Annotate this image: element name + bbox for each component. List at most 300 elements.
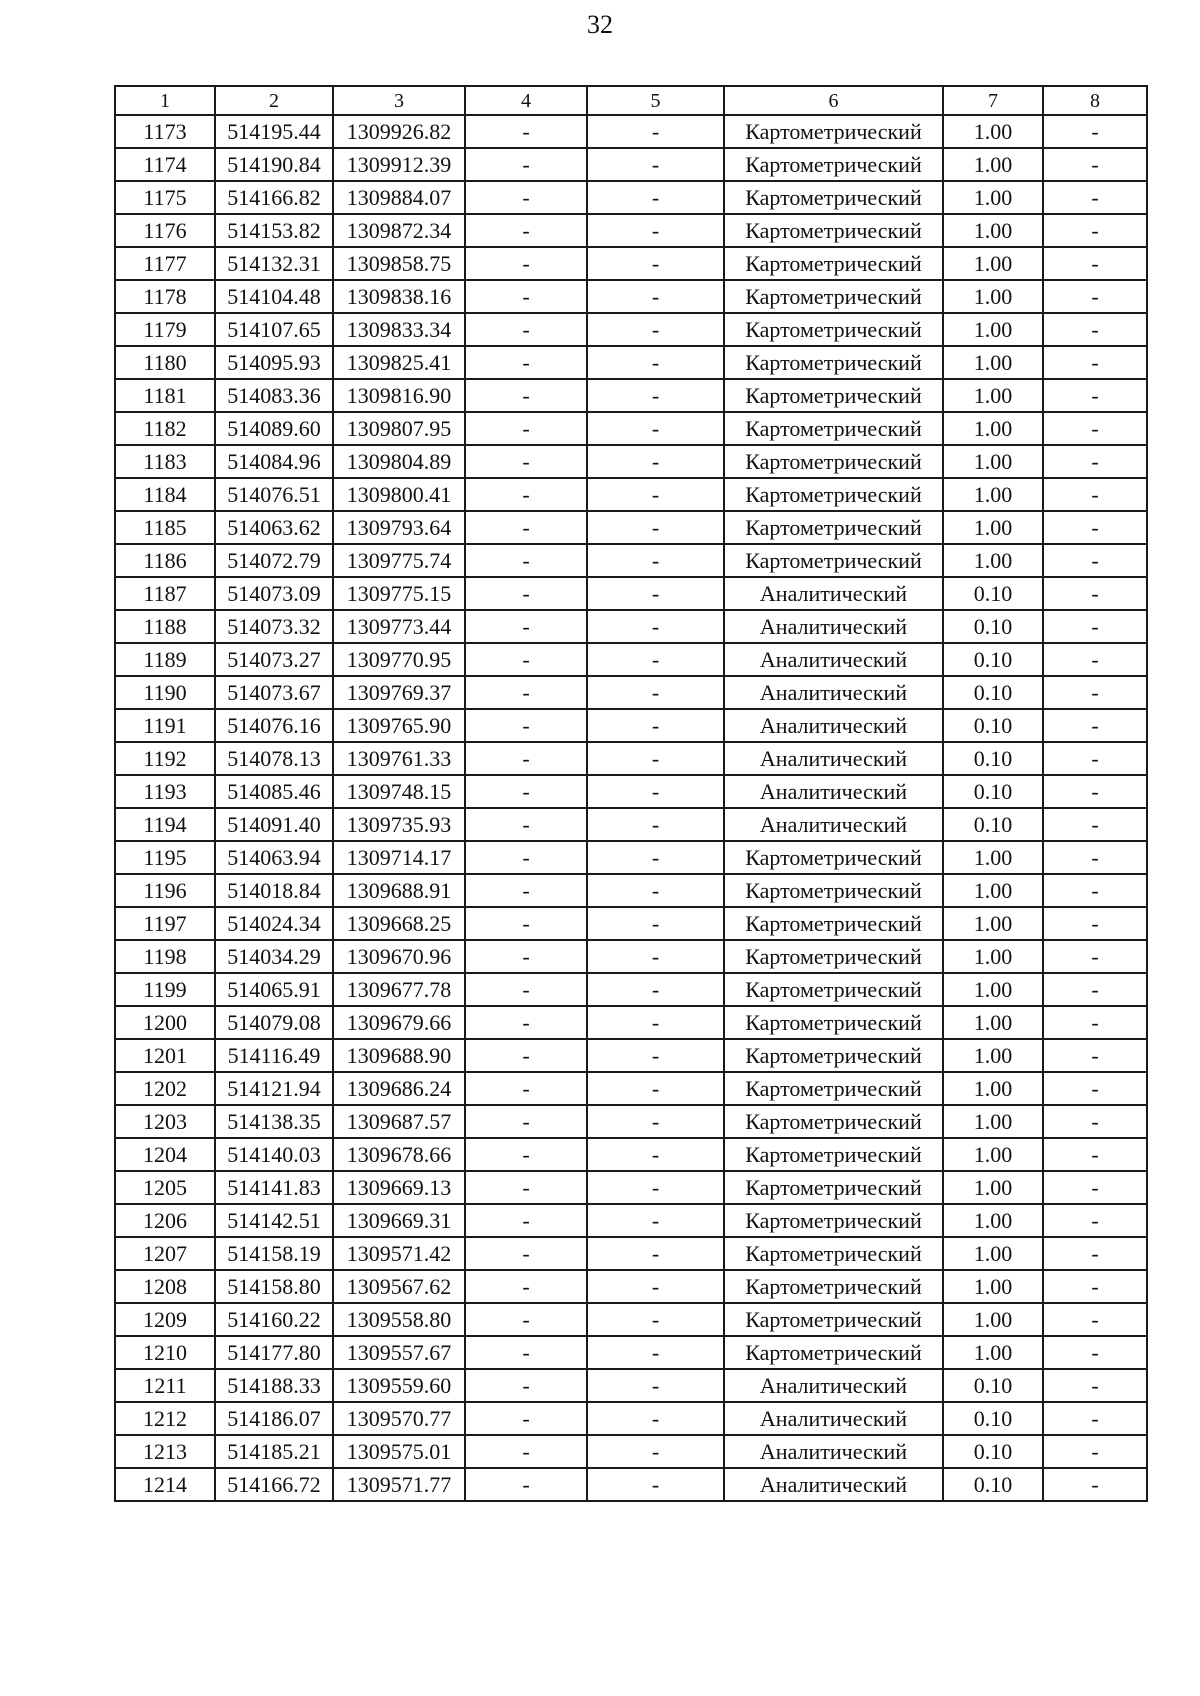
point-number-cell: 1196 [115,874,215,907]
y-coordinate-cell: 1309872.34 [333,214,465,247]
method-cell: Картометрический [724,874,943,907]
point-number-cell: 1206 [115,1204,215,1237]
y-coordinate-cell: 1309770.95 [333,643,465,676]
method-cell: Картометрический [724,544,943,577]
point-number-cell: 1197 [115,907,215,940]
column-4-cell: - [465,247,587,280]
column-8-cell: - [1043,643,1147,676]
column-4-cell: - [465,478,587,511]
column-4-cell: - [465,1237,587,1270]
column-5-cell: - [587,1006,724,1039]
column-8-cell: - [1043,148,1147,181]
point-number-cell: 1198 [115,940,215,973]
accuracy-cell: 0.10 [943,610,1043,643]
point-number-cell: 1175 [115,181,215,214]
column-8-cell: - [1043,1270,1147,1303]
accuracy-cell: 0.10 [943,808,1043,841]
y-coordinate-cell: 1309761.33 [333,742,465,775]
column-5-cell: - [587,1435,724,1468]
accuracy-cell: 1.00 [943,973,1043,1006]
column-4-cell: - [465,1204,587,1237]
method-cell: Картометрический [724,511,943,544]
y-coordinate-cell: 1309669.13 [333,1171,465,1204]
y-coordinate-cell: 1309571.42 [333,1237,465,1270]
table-row [115,577,1147,610]
column-4-cell: - [465,973,587,1006]
table-row [115,1435,1147,1468]
column-5-cell: - [587,544,724,577]
point-number-cell: 1173 [115,115,215,148]
column-8-cell: - [1043,841,1147,874]
x-coordinate-cell: 514018.84 [215,874,333,907]
y-coordinate-cell: 1309775.15 [333,577,465,610]
column-8-cell: - [1043,610,1147,643]
x-coordinate-cell: 514158.19 [215,1237,333,1270]
table-header-row [115,86,1147,115]
accuracy-cell: 0.10 [943,1369,1043,1402]
column-5-cell: - [587,478,724,511]
column-5-cell: - [587,610,724,643]
y-coordinate-cell: 1309575.01 [333,1435,465,1468]
y-coordinate-cell: 1309559.60 [333,1369,465,1402]
x-coordinate-cell: 514190.84 [215,148,333,181]
x-coordinate-cell: 514073.27 [215,643,333,676]
point-number-cell: 1207 [115,1237,215,1270]
table-row [115,148,1147,181]
accuracy-cell: 1.00 [943,115,1043,148]
point-number-cell: 1188 [115,610,215,643]
y-coordinate-cell: 1309668.25 [333,907,465,940]
column-8-cell: - [1043,1402,1147,1435]
column-8-cell: - [1043,907,1147,940]
column-4-cell: - [465,148,587,181]
column-5-cell: - [587,115,724,148]
point-number-cell: 1183 [115,445,215,478]
column-8-cell: - [1043,1435,1147,1468]
y-coordinate-cell: 1309807.95 [333,412,465,445]
column-5-cell: - [587,379,724,412]
y-coordinate-cell: 1309748.15 [333,775,465,808]
method-cell: Картометрический [724,1204,943,1237]
column-4-cell: - [465,313,587,346]
col-4-header: 4 [465,86,587,115]
column-4-cell: - [465,874,587,907]
point-number-cell: 1187 [115,577,215,610]
column-5-cell: - [587,148,724,181]
y-coordinate-cell: 1309677.78 [333,973,465,1006]
accuracy-cell: 1.00 [943,445,1043,478]
column-5-cell: - [587,1204,724,1237]
table-row [115,115,1147,148]
accuracy-cell: 1.00 [943,148,1043,181]
column-4-cell: - [465,181,587,214]
table-row [115,676,1147,709]
y-coordinate-cell: 1309858.75 [333,247,465,280]
column-8-cell: - [1043,1204,1147,1237]
method-cell: Аналитический [724,577,943,610]
column-4-cell: - [465,379,587,412]
table-row [115,808,1147,841]
column-8-cell: - [1043,1072,1147,1105]
column-8-cell: - [1043,874,1147,907]
method-cell: Картометрический [724,181,943,214]
col-6-header: 6 [724,86,943,115]
table-row [115,643,1147,676]
point-number-cell: 1208 [115,1270,215,1303]
accuracy-cell: 1.00 [943,280,1043,313]
method-cell: Картометрический [724,346,943,379]
column-8-cell: - [1043,808,1147,841]
y-coordinate-cell: 1309688.90 [333,1039,465,1072]
table-row [115,742,1147,775]
accuracy-cell: 1.00 [943,874,1043,907]
column-4-cell: - [465,1006,587,1039]
y-coordinate-cell: 1309884.07 [333,181,465,214]
x-coordinate-cell: 514072.79 [215,544,333,577]
accuracy-cell: 1.00 [943,544,1043,577]
accuracy-cell: 0.10 [943,1435,1043,1468]
x-coordinate-cell: 514141.83 [215,1171,333,1204]
point-number-cell: 1205 [115,1171,215,1204]
y-coordinate-cell: 1309833.34 [333,313,465,346]
point-number-cell: 1177 [115,247,215,280]
column-4-cell: - [465,544,587,577]
accuracy-cell: 1.00 [943,511,1043,544]
x-coordinate-cell: 514142.51 [215,1204,333,1237]
column-8-cell: - [1043,1468,1147,1501]
x-coordinate-cell: 514076.51 [215,478,333,511]
column-5-cell: - [587,1138,724,1171]
method-cell: Картометрический [724,412,943,445]
table-row [115,313,1147,346]
column-4-cell: - [465,1336,587,1369]
column-4-cell: - [465,280,587,313]
table-row [115,973,1147,1006]
table-row [115,1237,1147,1270]
method-cell: Картометрический [724,1237,943,1270]
point-number-cell: 1202 [115,1072,215,1105]
column-4-cell: - [465,1072,587,1105]
column-4-cell: - [465,610,587,643]
column-5-cell: - [587,412,724,445]
column-4-cell: - [465,775,587,808]
accuracy-cell: 1.00 [943,478,1043,511]
point-number-cell: 1211 [115,1369,215,1402]
table-row [115,511,1147,544]
column-5-cell: - [587,1171,724,1204]
column-4-cell: - [465,940,587,973]
x-coordinate-cell: 514107.65 [215,313,333,346]
column-4-cell: - [465,709,587,742]
x-coordinate-cell: 514095.93 [215,346,333,379]
col-7-header: 7 [943,86,1043,115]
accuracy-cell: 1.00 [943,346,1043,379]
method-cell: Аналитический [724,775,943,808]
x-coordinate-cell: 514091.40 [215,808,333,841]
coordinates-table [114,85,1148,1502]
y-coordinate-cell: 1309800.41 [333,478,465,511]
x-coordinate-cell: 514185.21 [215,1435,333,1468]
point-number-cell: 1195 [115,841,215,874]
accuracy-cell: 1.00 [943,1303,1043,1336]
point-number-cell: 1203 [115,1105,215,1138]
column-5-cell: - [587,1270,724,1303]
x-coordinate-cell: 514140.03 [215,1138,333,1171]
table-row [115,874,1147,907]
y-coordinate-cell: 1309793.64 [333,511,465,544]
method-cell: Картометрический [724,214,943,247]
y-coordinate-cell: 1309912.39 [333,148,465,181]
y-coordinate-cell: 1309714.17 [333,841,465,874]
method-cell: Картометрический [724,478,943,511]
accuracy-cell: 1.00 [943,1237,1043,1270]
point-number-cell: 1201 [115,1039,215,1072]
y-coordinate-cell: 1309825.41 [333,346,465,379]
x-coordinate-cell: 514083.36 [215,379,333,412]
table-row [115,1039,1147,1072]
column-5-cell: - [587,346,724,379]
table-row [115,775,1147,808]
table-row [115,181,1147,214]
column-8-cell: - [1043,1171,1147,1204]
column-5-cell: - [587,1072,724,1105]
method-cell: Аналитический [724,643,943,676]
x-coordinate-cell: 514073.32 [215,610,333,643]
x-coordinate-cell: 514063.94 [215,841,333,874]
method-cell: Картометрический [724,973,943,1006]
accuracy-cell: 1.00 [943,379,1043,412]
point-number-cell: 1213 [115,1435,215,1468]
point-number-cell: 1184 [115,478,215,511]
table-row [115,379,1147,412]
x-coordinate-cell: 514188.33 [215,1369,333,1402]
y-coordinate-cell: 1309570.77 [333,1402,465,1435]
table-row [115,1204,1147,1237]
point-number-cell: 1181 [115,379,215,412]
accuracy-cell: 1.00 [943,1171,1043,1204]
accuracy-cell: 1.00 [943,181,1043,214]
column-4-cell: - [465,1171,587,1204]
column-4-cell: - [465,445,587,478]
column-4-cell: - [465,676,587,709]
method-cell: Картометрический [724,940,943,973]
column-8-cell: - [1043,445,1147,478]
table-row [115,1138,1147,1171]
point-number-cell: 1209 [115,1303,215,1336]
accuracy-cell: 0.10 [943,742,1043,775]
table-row [115,709,1147,742]
y-coordinate-cell: 1309567.62 [333,1270,465,1303]
method-cell: Картометрический [724,907,943,940]
column-5-cell: - [587,973,724,1006]
x-coordinate-cell: 514073.09 [215,577,333,610]
col-2-header: 2 [215,86,333,115]
column-5-cell: - [587,874,724,907]
method-cell: Аналитический [724,742,943,775]
x-coordinate-cell: 514160.22 [215,1303,333,1336]
column-8-cell: - [1043,1336,1147,1369]
method-cell: Картометрический [724,1072,943,1105]
column-5-cell: - [587,1237,724,1270]
method-cell: Картометрический [724,1006,943,1039]
accuracy-cell: 0.10 [943,643,1043,676]
method-cell: Аналитический [724,676,943,709]
x-coordinate-cell: 514116.49 [215,1039,333,1072]
accuracy-cell: 1.00 [943,313,1043,346]
y-coordinate-cell: 1309558.80 [333,1303,465,1336]
table-row [115,907,1147,940]
accuracy-cell: 1.00 [943,940,1043,973]
column-5-cell: - [587,643,724,676]
column-5-cell: - [587,775,724,808]
accuracy-cell: 1.00 [943,412,1043,445]
accuracy-cell: 1.00 [943,841,1043,874]
table-row [115,1171,1147,1204]
y-coordinate-cell: 1309765.90 [333,709,465,742]
column-8-cell: - [1043,775,1147,808]
y-coordinate-cell: 1309816.90 [333,379,465,412]
column-4-cell: - [465,1270,587,1303]
column-5-cell: - [587,313,724,346]
point-number-cell: 1174 [115,148,215,181]
table-row [115,841,1147,874]
x-coordinate-cell: 514166.82 [215,181,333,214]
column-8-cell: - [1043,1369,1147,1402]
method-cell: Картометрический [724,841,943,874]
point-number-cell: 1199 [115,973,215,1006]
point-number-cell: 1214 [115,1468,215,1501]
column-5-cell: - [587,1468,724,1501]
x-coordinate-cell: 514079.08 [215,1006,333,1039]
column-5-cell: - [587,709,724,742]
column-8-cell: - [1043,1237,1147,1270]
table-row [115,1006,1147,1039]
accuracy-cell: 1.00 [943,1336,1043,1369]
column-4-cell: - [465,511,587,544]
accuracy-cell: 1.00 [943,214,1043,247]
y-coordinate-cell: 1309804.89 [333,445,465,478]
column-8-cell: - [1043,1039,1147,1072]
column-5-cell: - [587,1039,724,1072]
y-coordinate-cell: 1309571.77 [333,1468,465,1501]
x-coordinate-cell: 514132.31 [215,247,333,280]
method-cell: Аналитический [724,610,943,643]
table-row [115,214,1147,247]
table-row [115,346,1147,379]
point-number-cell: 1185 [115,511,215,544]
column-8-cell: - [1043,940,1147,973]
table-row [115,1072,1147,1105]
column-4-cell: - [465,1039,587,1072]
table-row [115,544,1147,577]
y-coordinate-cell: 1309775.74 [333,544,465,577]
accuracy-cell: 1.00 [943,1270,1043,1303]
column-4-cell: - [465,1138,587,1171]
column-5-cell: - [587,1369,724,1402]
column-8-cell: - [1043,247,1147,280]
table-row [115,280,1147,313]
column-4-cell: - [465,115,587,148]
column-5-cell: - [587,181,724,214]
accuracy-cell: 1.00 [943,1006,1043,1039]
column-5-cell: - [587,907,724,940]
column-4-cell: - [465,1435,587,1468]
point-number-cell: 1210 [115,1336,215,1369]
table-row [115,445,1147,478]
method-cell: Картометрический [724,445,943,478]
column-4-cell: - [465,808,587,841]
column-8-cell: - [1043,1105,1147,1138]
x-coordinate-cell: 514065.91 [215,973,333,1006]
x-coordinate-cell: 514104.48 [215,280,333,313]
table-row [115,1303,1147,1336]
column-8-cell: - [1043,676,1147,709]
method-cell: Картометрический [724,1105,943,1138]
y-coordinate-cell: 1309679.66 [333,1006,465,1039]
x-coordinate-cell: 514034.29 [215,940,333,973]
page-number: 32 [587,10,613,39]
column-5-cell: - [587,214,724,247]
column-8-cell: - [1043,478,1147,511]
point-number-cell: 1200 [115,1006,215,1039]
y-coordinate-cell: 1309773.44 [333,610,465,643]
column-5-cell: - [587,808,724,841]
column-5-cell: - [587,742,724,775]
y-coordinate-cell: 1309769.37 [333,676,465,709]
x-coordinate-cell: 514158.80 [215,1270,333,1303]
point-number-cell: 1186 [115,544,215,577]
accuracy-cell: 0.10 [943,709,1043,742]
accuracy-cell: 1.00 [943,1039,1043,1072]
method-cell: Аналитический [724,1468,943,1501]
accuracy-cell: 1.00 [943,1138,1043,1171]
x-coordinate-cell: 514153.82 [215,214,333,247]
column-5-cell: - [587,247,724,280]
column-5-cell: - [587,577,724,610]
accuracy-cell: 0.10 [943,1402,1043,1435]
accuracy-cell: 1.00 [943,1072,1043,1105]
column-4-cell: - [465,1303,587,1336]
method-cell: Картометрический [724,379,943,412]
table-row [115,247,1147,280]
column-5-cell: - [587,511,724,544]
x-coordinate-cell: 514177.80 [215,1336,333,1369]
column-4-cell: - [465,643,587,676]
method-cell: Картометрический [724,1039,943,1072]
method-cell: Аналитический [724,709,943,742]
method-cell: Картометрический [724,1270,943,1303]
method-cell: Аналитический [724,1435,943,1468]
method-cell: Аналитический [724,1402,943,1435]
column-4-cell: - [465,1105,587,1138]
accuracy-cell: 1.00 [943,247,1043,280]
method-cell: Картометрический [724,247,943,280]
column-8-cell: - [1043,1006,1147,1039]
column-8-cell: - [1043,412,1147,445]
col-3-header: 3 [333,86,465,115]
x-coordinate-cell: 514063.62 [215,511,333,544]
accuracy-cell: 0.10 [943,775,1043,808]
x-coordinate-cell: 514138.35 [215,1105,333,1138]
column-8-cell: - [1043,181,1147,214]
column-5-cell: - [587,280,724,313]
column-4-cell: - [465,1369,587,1402]
y-coordinate-cell: 1309678.66 [333,1138,465,1171]
x-coordinate-cell: 514166.72 [215,1468,333,1501]
point-number-cell: 1176 [115,214,215,247]
method-cell: Аналитический [724,808,943,841]
point-number-cell: 1193 [115,775,215,808]
